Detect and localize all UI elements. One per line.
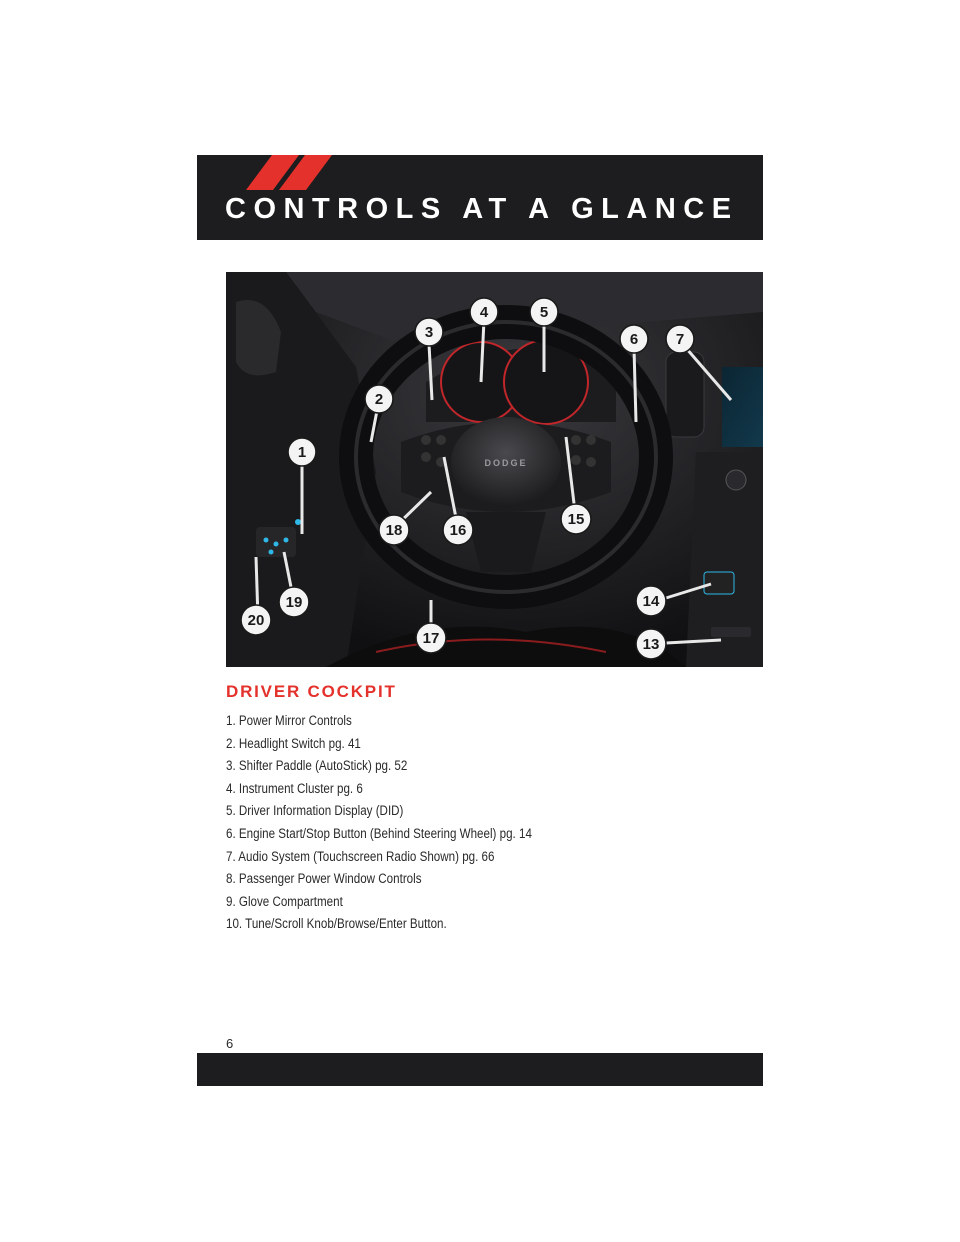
svg-text:1: 1 [297,444,307,461]
svg-text:6: 6 [629,331,639,348]
callout-13 [636,629,666,659]
callout-1 [288,438,316,466]
list-item: 6. Engine Start/Stop Button (Behind Steering Wheel) pg. 14 [226,825,532,841]
controls-list [226,710,582,936]
list-item: 8. Passenger Power Window Controls [226,871,422,887]
svg-text:5: 5 [539,304,549,321]
callout-16 [443,515,473,545]
svg-text:4: 4 [479,304,489,321]
section-title: DRIVER COCKPIT [226,682,397,701]
callout-14 [636,586,666,616]
svg-text:18: 18 [385,522,403,539]
callout-5 [530,298,558,326]
section-header-band [197,155,763,240]
svg-text:19: 19 [285,594,303,611]
svg-text:17: 17 [422,630,440,647]
callout-3 [415,318,443,346]
svg-text:7: 7 [675,331,685,348]
page-number: 6 [226,1036,234,1051]
svg-text:13: 13 [642,636,660,653]
list-item: 1. Power Mirror Controls [226,713,352,728]
footer-band [197,1053,763,1086]
callout-4 [470,298,498,326]
callout-19 [279,587,309,617]
page-title: CONTROLS AT A GLANCE [225,193,739,225]
callout-7 [666,325,694,353]
steering-wheel-logo-text: DODGE [484,458,528,468]
callout-6 [620,325,648,353]
list-item: 3. Shifter Paddle (AutoStick) pg. 52 [226,758,408,774]
red-stripes-logo [197,155,357,193]
svg-text:2: 2 [374,391,384,408]
list-item: 4. Instrument Cluster pg. 6 [226,780,363,796]
callout-20 [241,605,271,635]
svg-text:14: 14 [642,593,660,610]
callout-18 [379,515,409,545]
list-item: 5. Driver Information Display (DID) [226,803,404,819]
list-item: 2. Headlight Switch pg. 41 [226,735,361,751]
svg-text:15: 15 [567,511,585,528]
callout-2 [365,385,393,413]
svg-text:20: 20 [247,612,265,629]
svg-text:16: 16 [449,522,467,539]
callout-15 [561,504,591,534]
driver-cockpit-photo [226,272,763,667]
list-item: 10. Tune/Scroll Knob/Browse/Enter Button. [226,916,447,932]
list-item: 7. Audio System (Touchscreen Radio Shown) pg. 66 [226,848,495,864]
list-item: 9. Glove Compartment [226,893,343,909]
svg-text:3: 3 [424,324,434,341]
callout-17 [416,623,446,653]
